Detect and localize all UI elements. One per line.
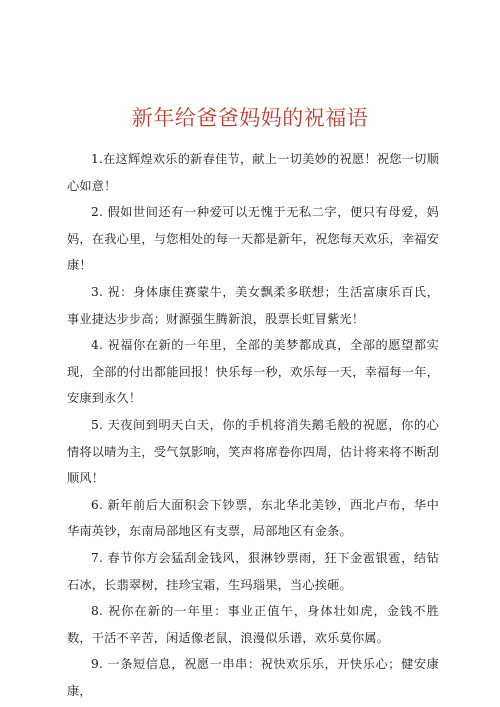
document-title: 新年给爸爸妈妈的祝福语 (131, 106, 369, 130)
document-body (67, 146, 439, 704)
paragraph-9: 9. 一条短信息，祝愿一串串：祝快欢乐乐，开快乐心；健安康康， (67, 657, 439, 698)
paragraph-3: 3. 祝：身体康佳赛蒙牛，美女飘柔多联想；生活富康乐百氏，事业捷达步步高；财源强生腾新浪，股票长虹冒紫光！ (67, 284, 439, 326)
paragraph-8: 8. 祝你在新的一年里：事业正值午，身体壮如虎，金钱不胜数，干活不辛苦，闲适像老鼠，浪漫似乐谱，欢乐莫你属。 (67, 604, 439, 645)
paragraph-5: 5. 天夜间到明天白天，你的手机将消失鹅毛般的祝愿，你的心情将以晴为主，受气氛影响，笑声将席卷你四周，估计将来将不断刮顺风！ (67, 417, 439, 486)
paragraph-2: 2. 假如世间还有一种爱可以无愧于无私二字，便只有母爱，妈妈，在我心里，与您相处的每一天都是新年，祝您每天欢乐，幸福安康！ (67, 205, 439, 273)
paragraph-4: 4. 祝福你在新的一年里，全部的美梦都成真，全部的愿望都实现，全部的付出都能回报！快乐每一秒，欢乐每一天，幸福每一年，安康到永久！ (67, 338, 439, 406)
paragraph-6: 6. 新年前后大面积会下钞票，东北华北美钞，西北卢布，华中华南英钞，东南局部地区有支票，局部地区有金条。 (67, 497, 439, 539)
paragraph-7: 7. 春节你方会猛刮金钱风，狠淋钞票雨，狂下金雹银雹，结钻石冰，长翡翠树，挂珍宝霜，生玛瑙果，当心挨砸。 (67, 550, 439, 592)
paragraph-1: 1.在这辉煌欢乐的新春佳节，献上一切美妙的祝愿！祝您一切顺心如意！ (67, 152, 439, 193)
